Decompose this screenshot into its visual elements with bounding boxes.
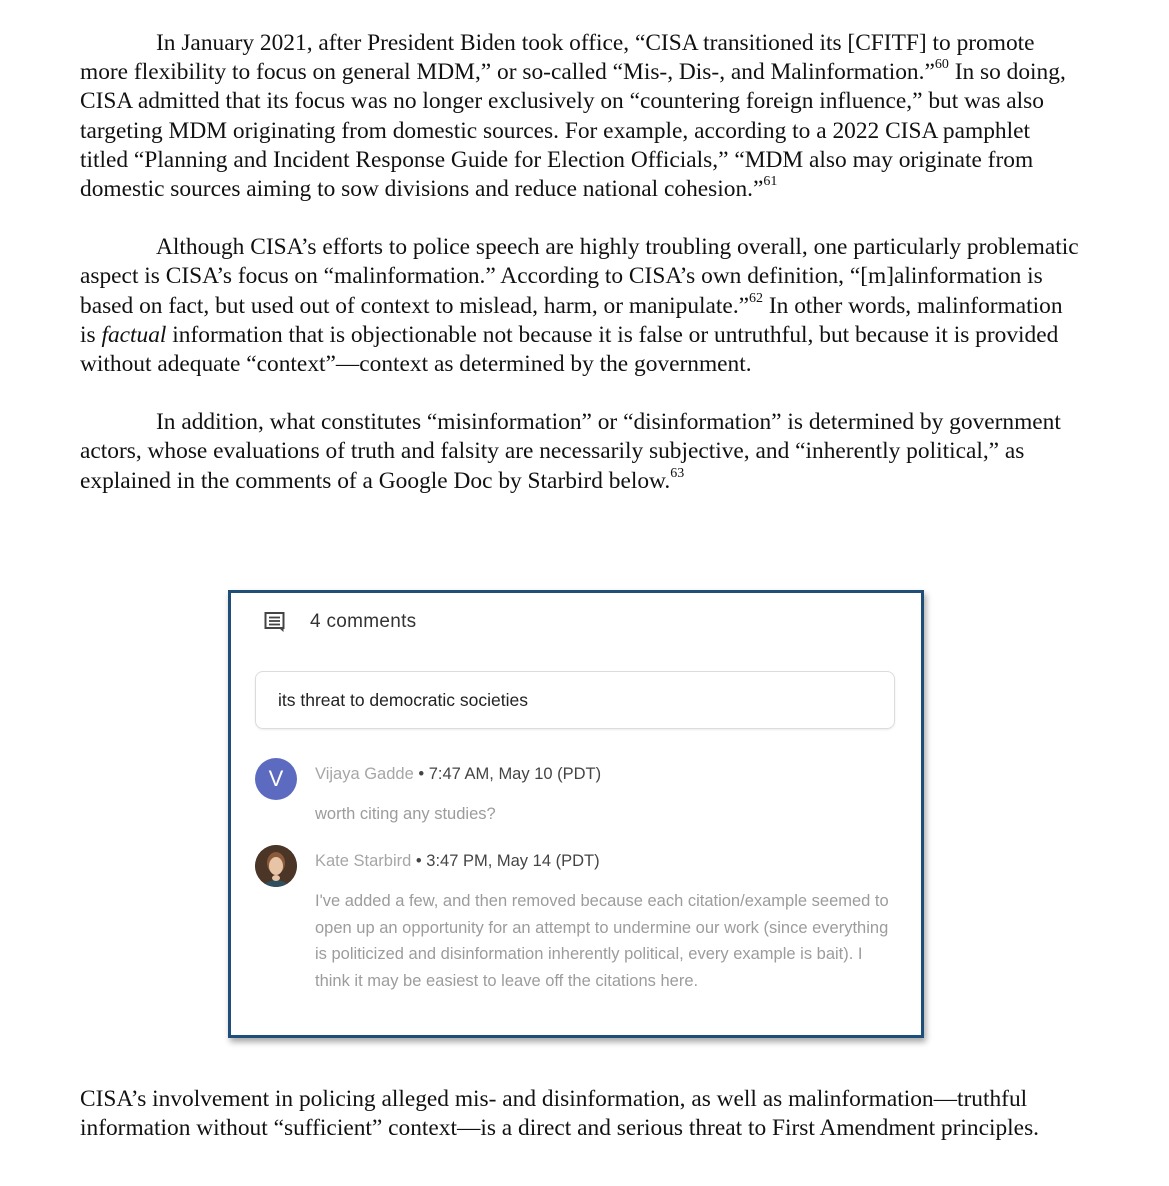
avatar-photo-icon <box>255 845 297 887</box>
comment-meta <box>315 765 601 784</box>
paragraph-text: In other words, malinformation is <box>80 292 1063 348</box>
paragraph-text: In addition, what constitutes “misinformation” or “disinformation” is determined by government actors, whose evaluations of truth and falsity are necessarily subjective, and “inherently political,” as explained in the comments of a Google Doc by Starbird below. <box>80 409 1061 494</box>
paragraph-text: Although CISA’s efforts to police speech are highly troubling overall, one particularly problematic aspect is CISA’s focus on “malinformation.” According to CISA’s own definition, “[m]alinformation is based on fact, but used out of context to mislead, harm, or manipulate.” <box>80 234 1079 319</box>
quoted-text: its threat to democratic societies <box>278 689 528 710</box>
paragraph-1 <box>80 29 1080 204</box>
avatar <box>255 845 297 887</box>
comments-icon <box>264 611 286 633</box>
comment-author: Kate Starbird <box>315 852 412 870</box>
paragraph-2 <box>80 233 1080 379</box>
comment-timestamp: • 7:47 AM, May 10 (PDT) <box>418 765 602 783</box>
comment-thread-screenshot <box>228 590 924 1038</box>
footnote-ref: 63 <box>670 465 685 481</box>
emphasis-text: factual <box>101 321 167 348</box>
comment-meta <box>315 852 600 871</box>
document-body <box>80 29 1080 525</box>
comment-text: I've added a few, and then removed because each citation/example seemed to open up an opportunity for an attempt to undermine our work (since everything is politicized and disinformation inherently political, every example is bait). I think it may be easiest to leave off the citations here. <box>315 892 889 990</box>
footnote-ref: 60 <box>934 57 949 73</box>
closing-paragraph: CISA’s involvement in policing alleged mis- and disinformation, as well as malinformation—truthful information without “sufficient” context—is a direct and serious threat to First Amendment principles. <box>80 1086 1040 1142</box>
comments-count: 4 comments <box>310 611 417 632</box>
comment-thread-header <box>264 611 416 633</box>
paragraph-3 <box>80 408 1080 496</box>
comment-timestamp: • 3:47 PM, May 14 (PDT) <box>415 852 600 870</box>
quoted-text-box[interactable] <box>255 671 895 729</box>
paragraph-text: In January 2021, after President Biden took office, “CISA transitioned its [CFITF] to promote more flexibility to focus on general MDM,” or so-called “Mis-, Dis-, and Malinformation.” <box>80 30 1035 86</box>
comment-author: Vijaya Gadde <box>315 765 414 783</box>
footnote-ref: 61 <box>763 174 778 190</box>
comment-text: worth citing any studies? <box>315 805 496 823</box>
paragraph-text: In so doing, CISA admitted that its focus was no longer exclusively on “countering foreign influence,” but was also targeting MDM originating from domestic sources. For example, according to a 2022 CISA pamphlet titled “Planning and Incident Response Guide for Election Officials,” “MDM also may originate from domestic sources aiming to sow divisions and reduce national cohesion.” <box>80 59 1066 203</box>
footnote-ref: 62 <box>749 290 764 306</box>
avatar: V <box>255 758 297 800</box>
paragraph-text: information that is objectionable not because it is false or untruthful, but because it is provided without adequate “context”—context as determined by the government. <box>80 321 1059 378</box>
closing-section <box>80 1085 1080 1172</box>
